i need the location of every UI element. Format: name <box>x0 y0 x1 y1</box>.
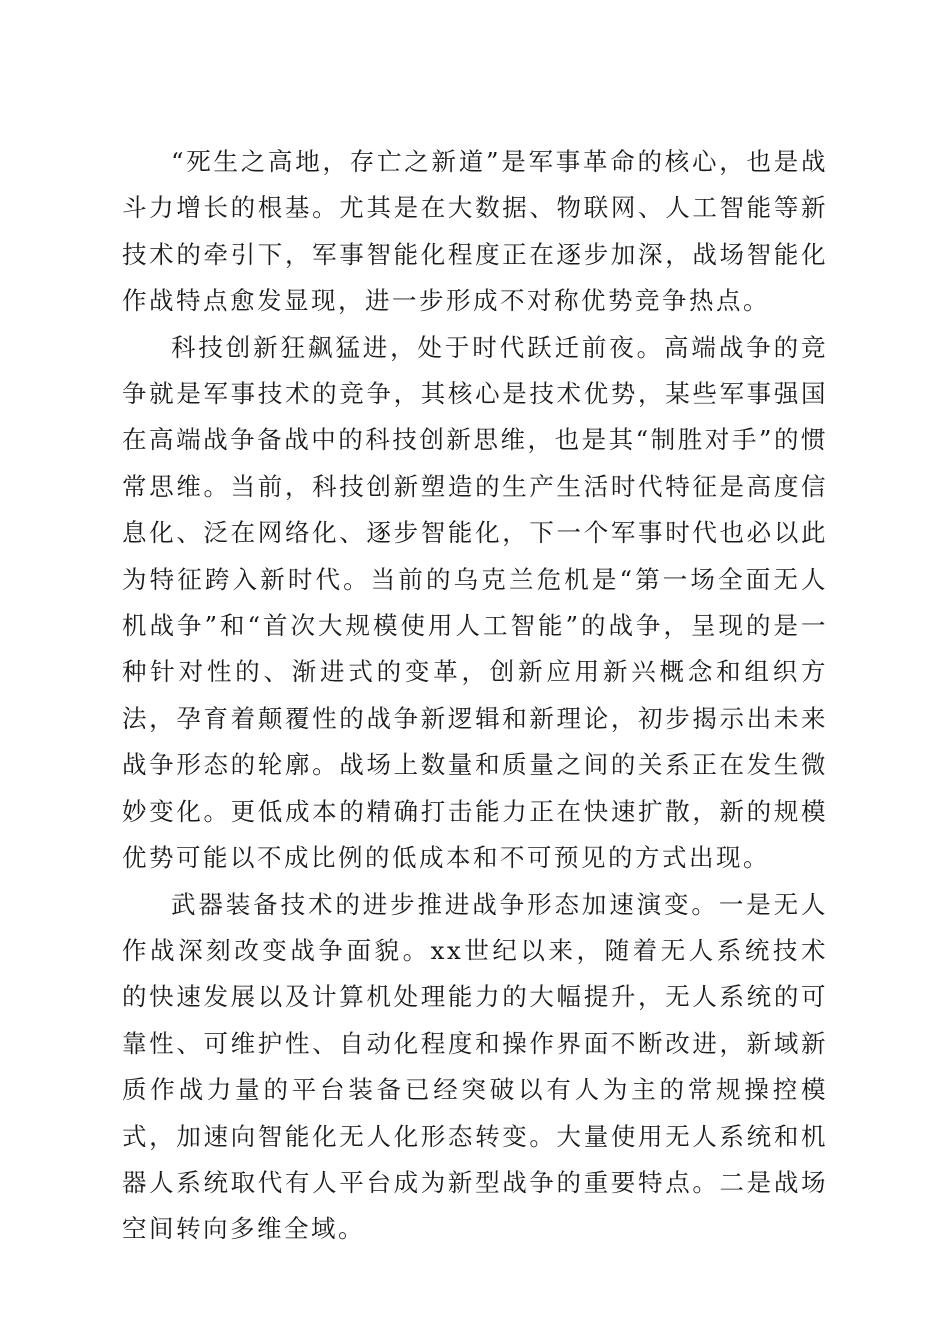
paragraph-2: 科技创新狂飙猛进，处于时代跃迁前夜。高端战争的竞争就是军事技术的竞争，其核心是技术优势，某些军事强国在高端战争备战中的科技创新思维，也是其“制胜对手”的惯常思维。当前，科技创新塑造的生产生活时代特征是高度信息化、泛在网络化、逐步智能化，下一个军事时代也必以此为特征跨入新时代。当前的乌克兰危机是“第一场全面无人机战争”和“首次大规模使用人工智能”的战争，呈现的是一种针对性的、渐进式的变革，创新应用新兴概念和组织方法，孕育着颠覆性的战争新逻辑和新理论，初步揭示出未来战争形态的轮廓。战场上数量和质量之间的关系正在发生微妙变化。更低成本的精确打击能力正在快速扩散，新的规模优势可能以不成比例的低成本和不可预见的方式出现。 <box>122 332 828 873</box>
body-text <box>122 139 828 1253</box>
paragraph-1: “死生之高地，存亡之新道”是军事革命的核心，也是战斗力增长的根基。尤其是在大数据、物联网、人工智能等新技术的牵引下，军事智能化程度正在逐步加深，战场智能化作战特点愈发显现，进一步形成不对称优势竞争热点。 <box>122 147 828 316</box>
paragraph-3: 武器装备技术的进步推进战争形态加速演变。一是无人作战深刻改变战争面貌。xx世纪以来，随着无人系统技术的快速发展以及计算机处理能力的大幅提升，无人系统的可靠性、可维护性、自动化程度和操作界面不断改进，新域新质作战力量的平台装备已经突破以有人为主的常规操控模式，加速向智能化无人化形态转变。大量使用无人系统和机器人系统取代有人平台成为新型战争的重要特点。二是战场空间转向多维全域。 <box>122 889 828 1244</box>
